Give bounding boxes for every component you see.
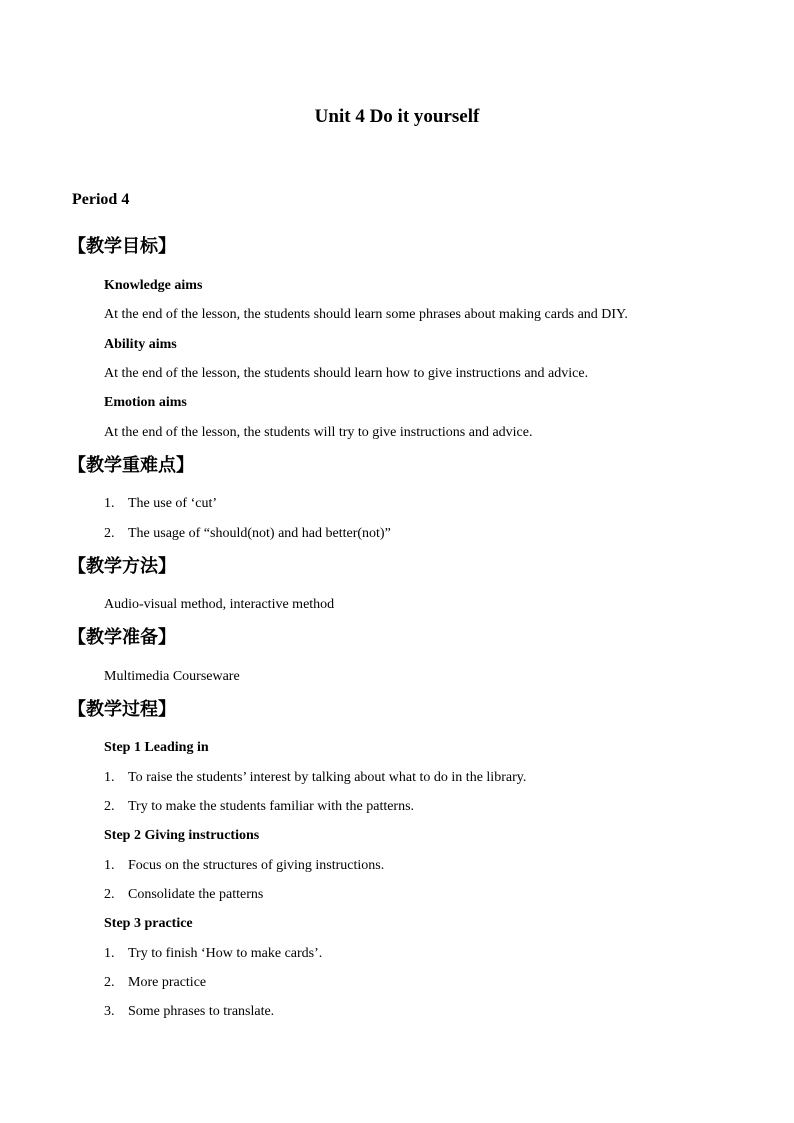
list-number: 2. — [104, 887, 115, 902]
list-item — [104, 975, 206, 991]
list-item — [104, 799, 414, 815]
knowledge-aims-text: At the end of the lesson, the students should learn some phrases about making cards and DIY. — [104, 307, 628, 322]
list-item — [104, 887, 263, 903]
step2-label: Step 2 Giving instructions — [104, 828, 260, 843]
ability-aims-text: At the end of the lesson, the students should learn how to give instructions and advice. — [104, 366, 589, 381]
step1-label: Step 1 Leading in — [104, 740, 209, 755]
list-item — [104, 770, 526, 786]
page-title: Unit 4 Do it yourself — [314, 106, 480, 127]
preparation-heading: 【教学准备】 — [68, 627, 176, 648]
list-text: Some phrases to translate. — [128, 1004, 275, 1019]
process-heading: 【教学过程】 — [68, 699, 176, 720]
list-number: 3. — [104, 1004, 115, 1019]
methods-text: Audio-visual method, interactive method — [104, 597, 335, 612]
list-item — [104, 526, 391, 542]
list-number: 1. — [104, 858, 115, 873]
methods-heading: 【教学方法】 — [68, 556, 176, 577]
list-item — [104, 946, 322, 962]
list-number: 1. — [104, 496, 115, 511]
key-points-heading: 【教学重难点】 — [68, 455, 194, 476]
list-text: The usage of “should(not) and had better(not)” — [128, 526, 391, 541]
emotion-aims-text: At the end of the lesson, the students will try to give instructions and advice. — [104, 425, 533, 440]
list-text: Focus on the structures of giving instructions. — [128, 858, 385, 873]
list-text: More practice — [128, 975, 207, 990]
list-item — [104, 858, 384, 874]
list-text: Consolidate the patterns — [128, 887, 264, 902]
list-text: To raise the students’ interest by talking about what to do in the library. — [128, 770, 527, 785]
list-text: Try to finish ‘How to make cards’. — [128, 946, 323, 961]
list-number: 1. — [104, 946, 115, 961]
list-item — [104, 1004, 274, 1020]
ability-aims-label: Ability aims — [104, 337, 177, 352]
list-number: 2. — [104, 526, 115, 541]
list-number: 1. — [104, 770, 115, 785]
list-text: The use of ‘cut’ — [128, 496, 218, 511]
step3-label: Step 3 practice — [104, 916, 193, 931]
list-number: 2. — [104, 975, 115, 990]
knowledge-aims-label: Knowledge aims — [104, 278, 203, 293]
emotion-aims-label: Emotion aims — [104, 395, 187, 410]
list-item — [104, 496, 217, 512]
list-number: 2. — [104, 799, 115, 814]
list-text: Try to make the students familiar with the patterns. — [128, 799, 415, 814]
objectives-heading: 【教学目标】 — [68, 236, 176, 257]
preparation-text: Multimedia Courseware — [104, 669, 240, 684]
period-label: Period 4 — [72, 191, 130, 208]
